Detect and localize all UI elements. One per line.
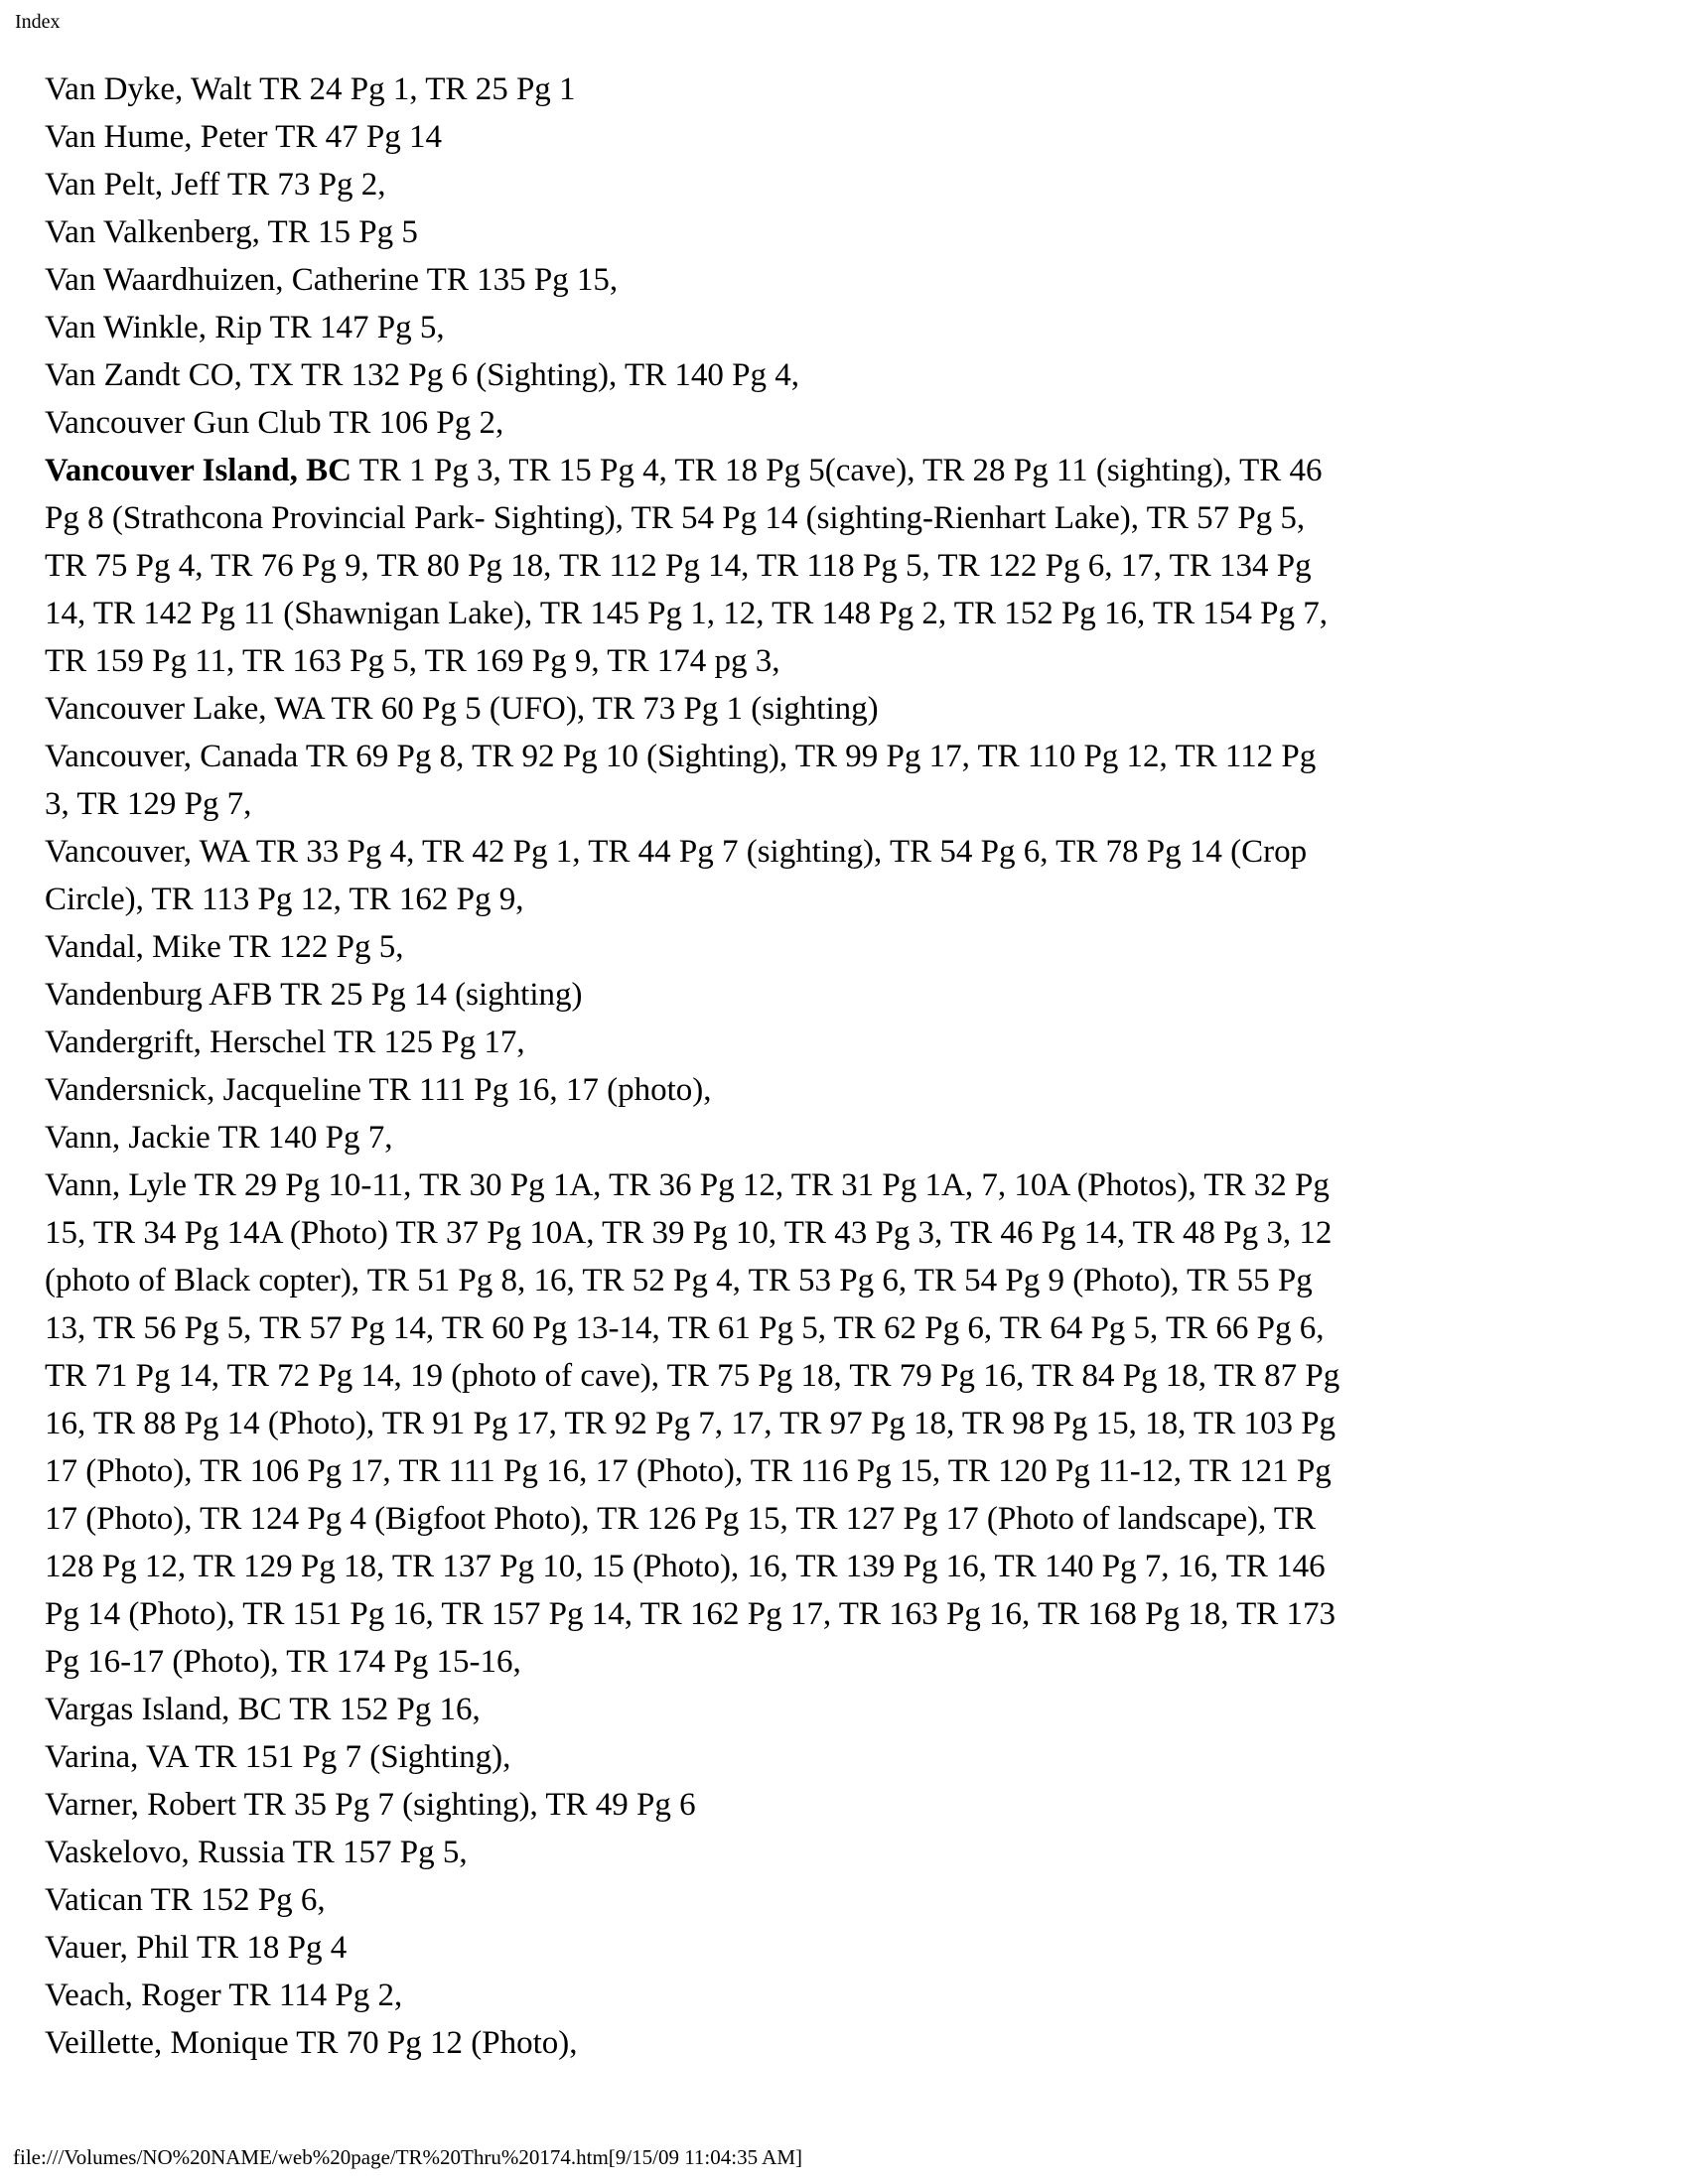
- index-line: [45, 685, 1668, 733]
- index-line: [45, 161, 1668, 208]
- index-line-text: Van Hume, Peter TR 47 Pg 14: [45, 119, 442, 155]
- index-line: [45, 1590, 1668, 1638]
- index-line: [45, 1066, 1668, 1114]
- index-line: [45, 351, 1668, 399]
- index-line: [45, 780, 1668, 828]
- index-line-text: Vancouver Lake, WA TR 60 Pg 5 (UFO), TR 73 Pg 1 (sighting): [45, 691, 879, 727]
- index-line: [45, 1352, 1668, 1400]
- index-line-text: Vaskelovo, Russia TR 157 Pg 5,: [45, 1835, 468, 1870]
- index-term-bold: Vancouver Island, BC: [45, 453, 352, 488]
- index-line: [45, 1543, 1668, 1590]
- index-line-text: Pg 16-17 (Photo), TR 174 Pg 15-16,: [45, 1644, 521, 1680]
- index-line-text: Van Zandt CO, TX TR 132 Pg 6 (Sighting), TR 140 Pg 4,: [45, 357, 799, 393]
- index-line: [45, 447, 1668, 494]
- index-line-text: 17 (Photo), TR 106 Pg 17, TR 111 Pg 16, 17 (Photo), TR 116 Pg 15, TR 120 Pg 11-12, TR 121 Pg: [45, 1453, 1332, 1489]
- index-line-text: Vargas Island, BC TR 152 Pg 16,: [45, 1692, 481, 1727]
- index-line-text: Van Waardhuizen, Catherine TR 135 Pg 15,: [45, 262, 619, 298]
- index-line-text: Vancouver, Canada TR 69 Pg 8, TR 92 Pg 10 (Sighting), TR 99 Pg 17, TR 110 Pg 12, TR 112 Pg: [45, 739, 1317, 774]
- index-line: [45, 66, 1668, 113]
- index-line: [45, 1638, 1668, 1686]
- index-line: [45, 637, 1668, 685]
- index-line: [45, 256, 1668, 304]
- index-line: [45, 1829, 1668, 1876]
- footer-file-path: file:///Volumes/NO%20NAME/web%20page/TR%20Thru%20174.htm[9/15/09 11:04:35 AM]: [13, 2145, 803, 2169]
- index-line-text: 3, TR 129 Pg 7,: [45, 786, 252, 822]
- index-line-text: Vandenburg AFB TR 25 Pg 14 (sighting): [45, 977, 583, 1013]
- index-line: [45, 304, 1668, 351]
- index-line: [45, 113, 1668, 161]
- index-line: [45, 1019, 1668, 1066]
- index-line: [45, 1209, 1668, 1257]
- index-line-text: Vancouver Gun Club TR 106 Pg 2,: [45, 405, 504, 441]
- index-line-text: TR 1 Pg 3, TR 15 Pg 4, TR 18 Pg 5(cave), TR 28 Pg 11 (sighting), TR 46: [352, 453, 1323, 488]
- index-line-text: Varner, Robert TR 35 Pg 7 (sighting), TR 49 Pg 6: [45, 1787, 696, 1823]
- index-line: [45, 733, 1668, 780]
- index-line-text: Van Winkle, Rip TR 147 Pg 5,: [45, 310, 445, 345]
- index-line-text: Veach, Roger TR 114 Pg 2,: [45, 1978, 403, 2013]
- index-line-text: Van Valkenberg, TR 15 Pg 5: [45, 214, 418, 250]
- index-line: [45, 1447, 1668, 1495]
- index-line: [45, 2019, 1668, 2067]
- index-line: [45, 1400, 1668, 1447]
- index-line: [45, 1972, 1668, 2019]
- index-content: [45, 66, 1668, 2067]
- index-line-text: Vandergrift, Herschel TR 125 Pg 17,: [45, 1024, 525, 1060]
- index-line-text: (photo of Black copter), TR 51 Pg 8, 16, TR 52 Pg 4, TR 53 Pg 6, TR 54 Pg 9 (Photo), TR 55 Pg: [45, 1263, 1313, 1298]
- index-line-text: 128 Pg 12, TR 129 Pg 18, TR 137 Pg 10, 15 (Photo), 16, TR 139 Pg 16, TR 140 Pg 7, 16, TR 146: [45, 1549, 1326, 1584]
- index-line-text: 17 (Photo), TR 124 Pg 4 (Bigfoot Photo), TR 126 Pg 15, TR 127 Pg 17 (Photo of landscape), TR: [45, 1501, 1317, 1537]
- index-line: [45, 1257, 1668, 1304]
- index-line: [45, 1495, 1668, 1543]
- index-line: [45, 828, 1668, 876]
- page-title: Index: [15, 11, 61, 33]
- index-line: [45, 971, 1668, 1019]
- index-line-text: TR 71 Pg 14, TR 72 Pg 14, 19 (photo of cave), TR 75 Pg 18, TR 79 Pg 16, TR 84 Pg 18, TR 87 Pg: [45, 1358, 1340, 1394]
- index-line: [45, 590, 1668, 637]
- index-line-text: 14, TR 142 Pg 11 (Shawnigan Lake), TR 145 Pg 1, 12, TR 148 Pg 2, TR 152 Pg 16, TR 154 Pg 7,: [45, 596, 1328, 631]
- index-line: [45, 1686, 1668, 1733]
- index-line: [45, 923, 1668, 971]
- index-line-text: Vann, Lyle TR 29 Pg 10-11, TR 30 Pg 1A, TR 36 Pg 12, TR 31 Pg 1A, 7, 10A (Photos), TR 32 Pg: [45, 1167, 1330, 1203]
- index-line-text: Vann, Jackie TR 140 Pg 7,: [45, 1120, 393, 1156]
- index-line-text: Vandal, Mike TR 122 Pg 5,: [45, 929, 404, 965]
- index-line-text: Van Dyke, Walt TR 24 Pg 1, TR 25 Pg 1: [45, 71, 576, 107]
- index-line-text: Pg 8 (Strathcona Provincial Park- Sighting), TR 54 Pg 14 (sighting-Rienhart Lake), TR 57 Pg 5,: [45, 500, 1306, 536]
- index-line-text: Vatican TR 152 Pg 6,: [45, 1882, 326, 1918]
- index-line-text: Vauer, Phil TR 18 Pg 4: [45, 1930, 348, 1966]
- index-line-text: Vancouver, WA TR 33 Pg 4, TR 42 Pg 1, TR 44 Pg 7 (sighting), TR 54 Pg 6, TR 78 Pg 14 (Crop: [45, 834, 1308, 870]
- index-line-text: TR 75 Pg 4, TR 76 Pg 9, TR 80 Pg 18, TR 112 Pg 14, TR 118 Pg 5, TR 122 Pg 6, 17, TR 134 Pg: [45, 548, 1312, 584]
- index-line-text: 13, TR 56 Pg 5, TR 57 Pg 14, TR 60 Pg 13-14, TR 61 Pg 5, TR 62 Pg 6, TR 64 Pg 5, TR 66 Pg 6,: [45, 1310, 1325, 1346]
- index-line: [45, 1733, 1668, 1781]
- index-line: [45, 542, 1668, 590]
- index-line-text: 15, TR 34 Pg 14A (Photo) TR 37 Pg 10A, TR 39 Pg 10, TR 43 Pg 3, TR 46 Pg 14, TR 48 Pg 3, 12: [45, 1215, 1333, 1251]
- index-line-text: Van Pelt, Jeff TR 73 Pg 2,: [45, 167, 386, 203]
- index-line: [45, 1924, 1668, 1972]
- index-line: [45, 876, 1668, 923]
- index-line-text: Pg 14 (Photo), TR 151 Pg 16, TR 157 Pg 14, TR 162 Pg 17, TR 163 Pg 16, TR 168 Pg 18, TR 173: [45, 1596, 1336, 1632]
- index-line-text: TR 159 Pg 11, TR 163 Pg 5, TR 169 Pg 9, TR 174 pg 3,: [45, 643, 780, 679]
- index-line: [45, 1304, 1668, 1352]
- index-line: [45, 494, 1668, 542]
- index-line: [45, 1161, 1668, 1209]
- index-line: [45, 1781, 1668, 1829]
- index-line-text: 16, TR 88 Pg 14 (Photo), TR 91 Pg 17, TR 92 Pg 7, 17, TR 97 Pg 18, TR 98 Pg 15, 18, TR 103 Pg: [45, 1406, 1336, 1441]
- index-line-text: Veillette, Monique TR 70 Pg 12 (Photo),: [45, 2025, 578, 2061]
- index-line: [45, 1876, 1668, 1924]
- index-line: [45, 399, 1668, 447]
- index-line-text: Circle), TR 113 Pg 12, TR 162 Pg 9,: [45, 882, 524, 917]
- index-line-text: Varina, VA TR 151 Pg 7 (Sighting),: [45, 1739, 511, 1775]
- index-line: [45, 208, 1668, 256]
- index-line: [45, 1114, 1668, 1161]
- index-line-text: Vandersnick, Jacqueline TR 111 Pg 16, 17 (photo),: [45, 1072, 712, 1108]
